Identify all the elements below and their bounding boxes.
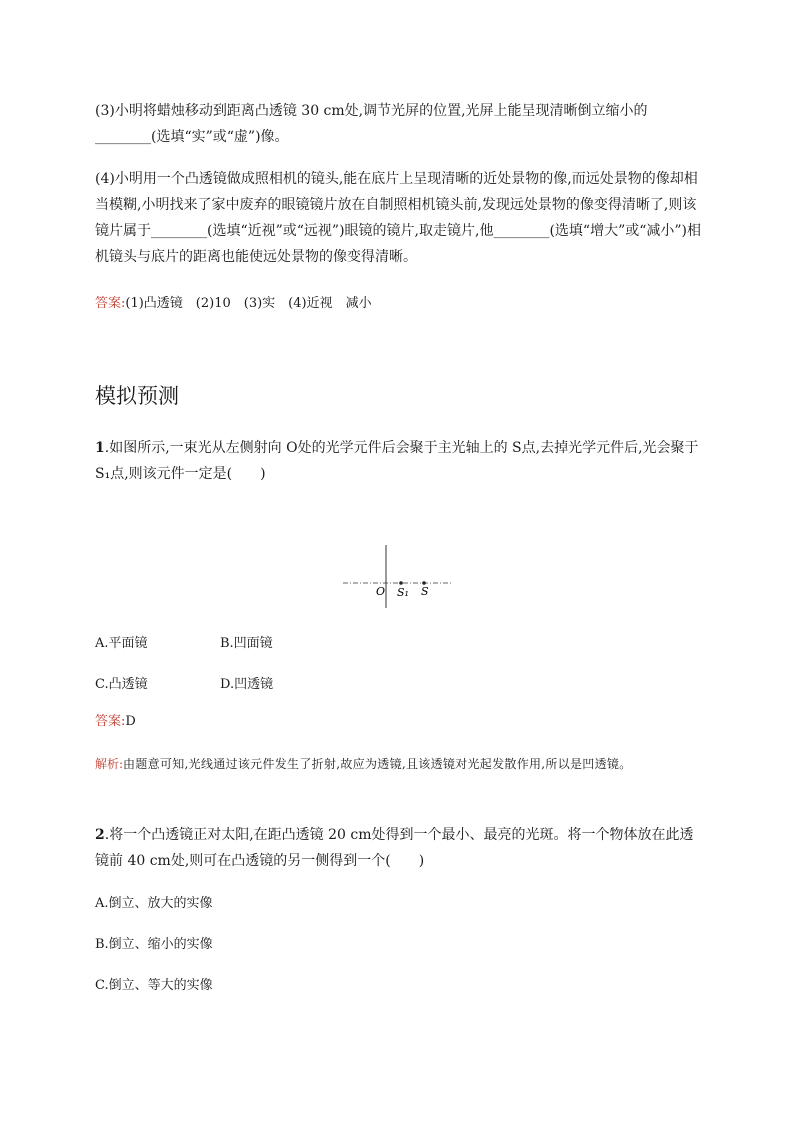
q1-answer [95, 708, 701, 735]
answer-text: (1)凸透镜 (2)10 (3)实 (4)近视 减小 [125, 296, 372, 311]
answer-label: 答案: [95, 296, 126, 311]
section-title: 模拟预测 [95, 384, 179, 408]
point-s1 [399, 581, 403, 585]
question-2-text [95, 822, 701, 874]
label-s1: S₁ [397, 586, 409, 599]
question-2-stem: .将一个凸透镜正对太阳,在距凸透镜 20 cm处得到一个最小、最亮的光斑。将一个物体放在此透镜前 40 cm处,则可在凸透镜的另一侧得到一个( ) [95, 827, 694, 869]
q2-option-c: C.倒立、等大的实像 [95, 978, 213, 993]
question-prev-part3: (3)小明将蜡烛移动到距离凸透镜 30 cm处,调节光屏的位置,光屏上能呈现清晰倒立缩小的________(选填“实”或“虚”)像。 [95, 103, 648, 145]
answer-label: 答案: [95, 714, 126, 729]
explanation-label: 解析: [95, 757, 124, 771]
q1-option-d: D.凹透镜 [220, 677, 274, 692]
explanation-text: 由题意可知,光线通过该元件发生了折射,故应为透镜,且该透镜对光起发散作用,所以是凹透镜。 [123, 757, 632, 771]
q1-option-c: C.凸透镜 [95, 677, 148, 692]
question-prev-answer [95, 290, 701, 317]
q2-option-a: A.倒立、放大的实像 [95, 896, 213, 911]
question-1-number: 1 [95, 440, 105, 456]
optics-diagram [338, 540, 458, 608]
q1-option-b: B.凹面镜 [220, 636, 273, 651]
question-1-text [95, 435, 701, 487]
q2-option-b: B.倒立、缩小的实像 [95, 937, 213, 952]
answer-text: D [125, 714, 136, 729]
question-1-stem: .如图所示,一束光从左侧射向 O处的光学元件后会聚于主光轴上的 S点,去掉光学元件后,光会聚于S₁点,则该元件一定是( ) [95, 440, 699, 482]
q1-explanation [95, 750, 701, 778]
q1-option-a: A.平面镜 [95, 636, 148, 651]
label-o: O [376, 585, 386, 598]
question-prev-part4: (4)小明用一个凸透镜做成照相机的镜头,能在底片上呈现清晰的近处景物的像,而远处景物的像却相当模糊,小明找来了家中废弃的眼镜镜片放在自制照相机镜头前,发现远处景物的像变得清晰了,则该镜片属于________(选填“近视”或“远视”)眼镜的镜片,取走镜片,他________(选填“增大”或“减小”)相机镜头与底片的距离也能使远处景物的像变得清晰。 [95, 171, 702, 265]
label-s: S [421, 585, 429, 598]
question-2-number: 2 [95, 827, 105, 843]
